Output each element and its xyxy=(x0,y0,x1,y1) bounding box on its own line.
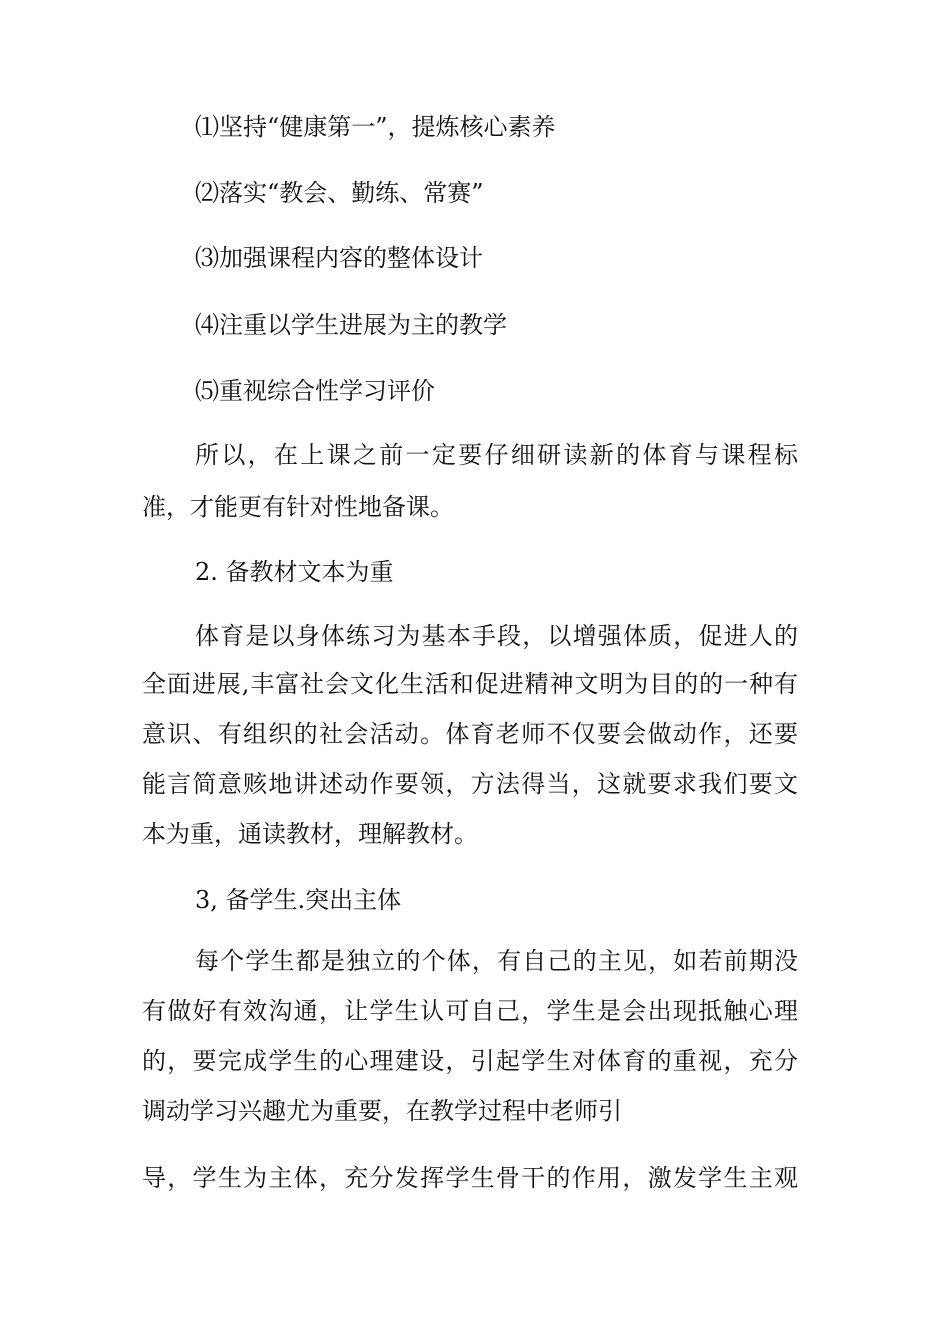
list-item: ⑷注重以学生进展为主的教学 xyxy=(195,311,507,339)
paragraph-line: 意识、有组织的社会活动。体育老师不仅要会做动作，还要 xyxy=(142,720,798,748)
paragraph-line: 调动学习兴趣尤为重要，在教学过程中老师引 xyxy=(142,1097,622,1125)
paragraph-line: 本为重，通读教材，理解教材。 xyxy=(142,820,478,848)
list-item: ⑵落实“教会、勤练、常赛” xyxy=(195,179,484,207)
paragraph-line: 所以，在上课之前一定要仔细研读新的体育与课程标 xyxy=(195,441,798,469)
section-heading: 2. 备教材文本为重 xyxy=(195,558,394,586)
list-item: ⑸重视综合性学习评价 xyxy=(195,377,435,405)
paragraph-line: 准，才能更有针对性地备课。 xyxy=(142,493,454,521)
paragraph-line: 能言简意赅地讲述动作要领，方法得当，这就要求我们要文 xyxy=(142,770,798,798)
paragraph-line: 每个学生都是独立的个体，有自己的主见，如若前期没 xyxy=(195,947,798,975)
list-item: ⑶加强课程内容的整体设计 xyxy=(195,244,483,272)
paragraph-line: 全面进展,丰富社会文化生活和促进精神文明为目的的一种有 xyxy=(142,670,798,698)
paragraph-line: 导，学生为主体，充分发挥学生骨干的作用，激发学生主观 xyxy=(142,1164,798,1192)
section-heading: 3, 备学生.突出主体 xyxy=(195,886,402,914)
paragraph-line: 体育是以身体练习为基本手段，以增强体质，促进人的 xyxy=(195,622,798,650)
paragraph-line: 有做好有效沟通，让学生认可自己，学生是会出现抵触心理 xyxy=(142,997,798,1025)
list-item: ⑴坚持“健康第一”，提炼核心素养 xyxy=(195,113,556,141)
paragraph-line: 的，要完成学生的心理建设，引起学生对体育的重视，充分 xyxy=(142,1047,798,1075)
